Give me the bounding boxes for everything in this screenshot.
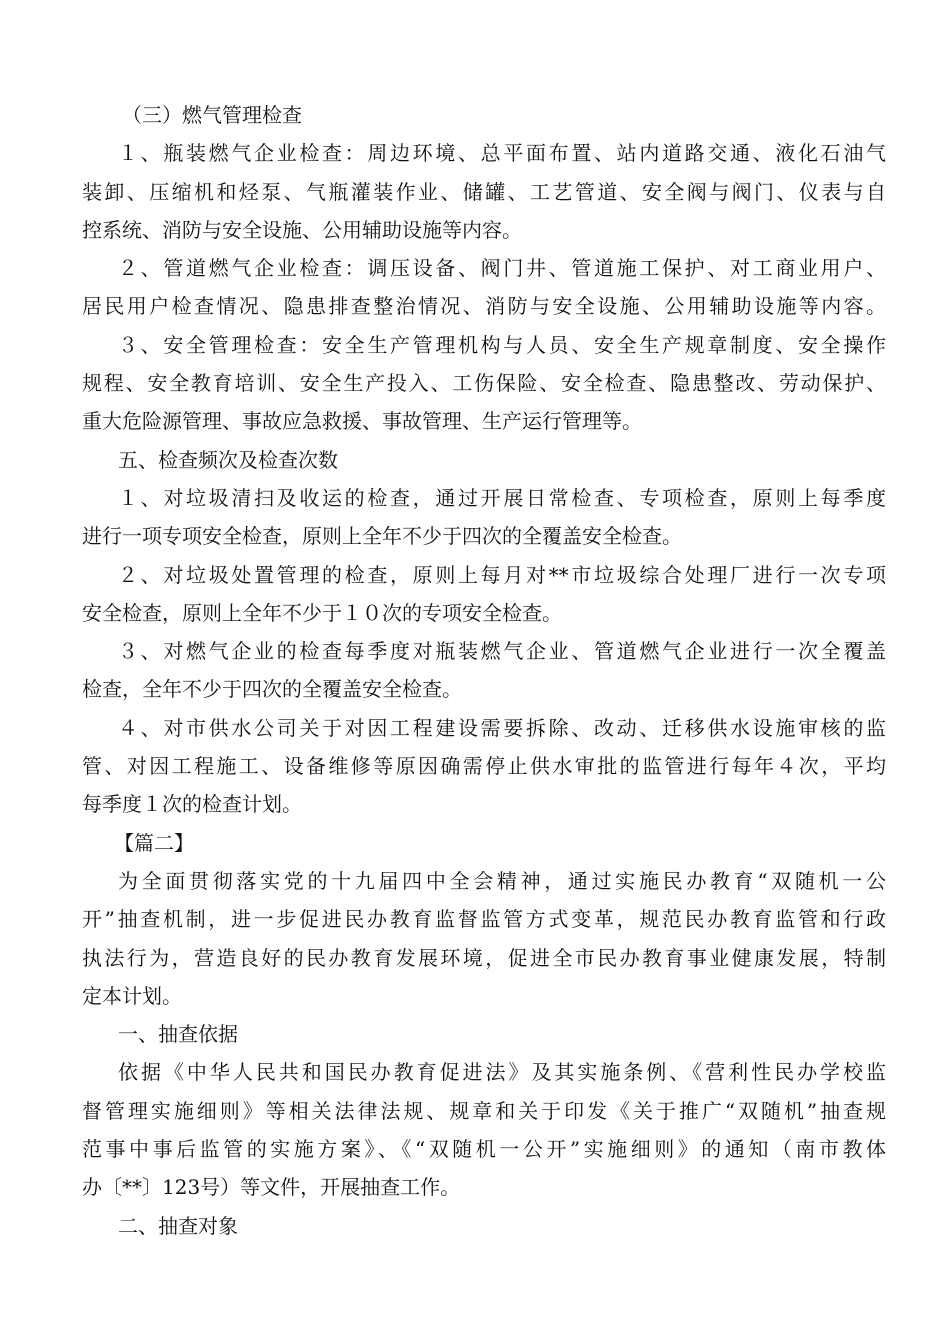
paragraph-line: 规程、安全教育培训、安全生产投入、工伤保险、安全检查、隐患整改、劳动保护、 — [82, 371, 886, 396]
subheading-gas-inspection: （三）燃气管理检查 — [122, 103, 302, 127]
paragraph-line: 每季度１次的检查计划。 — [82, 792, 302, 817]
paragraph-line: 居民用户检查情况、隐患排查整治情况、消防与安全设施、公用辅助设施等内容。 — [82, 294, 886, 319]
paragraph-line: ３、安全管理检查：安全生产管理机构与人员、安全生产规章制度、安全操作 — [118, 332, 886, 357]
section-heading-basis: 一、抽查依据 — [118, 1022, 238, 1047]
paragraph-line: 装卸、压缩机和烃泵、气瓶灌装作业、储罐、工艺管道、安全阀与阀门、仪表与自 — [82, 179, 886, 204]
paragraph-line: 控系统、消防与安全设施、公用辅助设施等内容。 — [82, 217, 522, 242]
section-heading-frequency: 五、检查频次及检查次数 — [118, 447, 338, 472]
paragraph-line: 依据《中华人民共和国民办教育促进法》及其实施条例、《营利性民办学校监 — [118, 1060, 886, 1085]
paragraph-line: ２、对垃圾处置管理的检查，原则上每月对**市垃圾综合处理厂进行一次专项 — [118, 562, 886, 587]
paragraph-line: 重大危险源管理、事故应急救援、事故管理、生产运行管理等。 — [82, 409, 642, 434]
paragraph-line: 督管理实施细则》等相关法律法规、规章和关于印发《关于推广“双随机”抽查规 — [82, 1098, 886, 1123]
paragraph-line: 进行一项专项安全检查，原则上全年不少于四次的全覆盖安全检查。 — [82, 524, 682, 549]
paragraph-line: ２、管道燃气企业检查：调压设备、阀门井、管道施工保护、对工商业用户、 — [118, 256, 886, 281]
paragraph-line: ４、对市供水公司关于对因工程建设需要拆除、改动、迁移供水设施审核的监 — [118, 715, 886, 740]
paragraph-line: 执法行为，营造良好的民办教育发展环境，促进全市民办教育事业健康发展，特制 — [82, 945, 886, 970]
paragraph-line: 管、对因工程施工、设备维修等原因确需停止供水审批的监管进行每年４次，平均 — [82, 754, 886, 779]
paragraph-line: 检查，全年不少于四次的全覆盖安全检查。 — [82, 677, 462, 702]
paragraph-line: 为全面贯彻落实党的十九届四中全会精神，通过实施民办教育“双随机一公 — [118, 868, 886, 893]
paragraph-line: 范事中事后监管的实施方案》、《“双随机一公开”实施细则》的通知（南市教体 — [82, 1137, 886, 1162]
paragraph-line: １、对垃圾清扫及收运的检查，通过开展日常检查、专项检查，原则上每季度 — [118, 485, 886, 510]
section-heading-part-two: 【篇二】 — [114, 830, 194, 855]
paragraph-line: 开”抽查机制，进一步促进民办教育监督监管方式变革，规范民办教育监管和行政 — [82, 907, 886, 932]
document-page — [82, 96, 886, 1245]
paragraph-line: 办〔**〕123号）等文件，开展抽查工作。 — [82, 1175, 461, 1200]
paragraph-line: 定本计划。 — [82, 983, 182, 1008]
paragraph-line: １、瓶装燃气企业检查：周边环境、总平面布置、站内道路交通、液化石油气 — [118, 141, 886, 166]
paragraph-line: ３、对燃气企业的检查每季度对瓶装燃气企业、管道燃气企业进行一次全覆盖 — [118, 639, 886, 664]
paragraph-line: 安全检查，原则上全年不少于１０次的专项安全检查。 — [82, 600, 562, 625]
section-heading-targets: 二、抽查对象 — [118, 1213, 238, 1238]
